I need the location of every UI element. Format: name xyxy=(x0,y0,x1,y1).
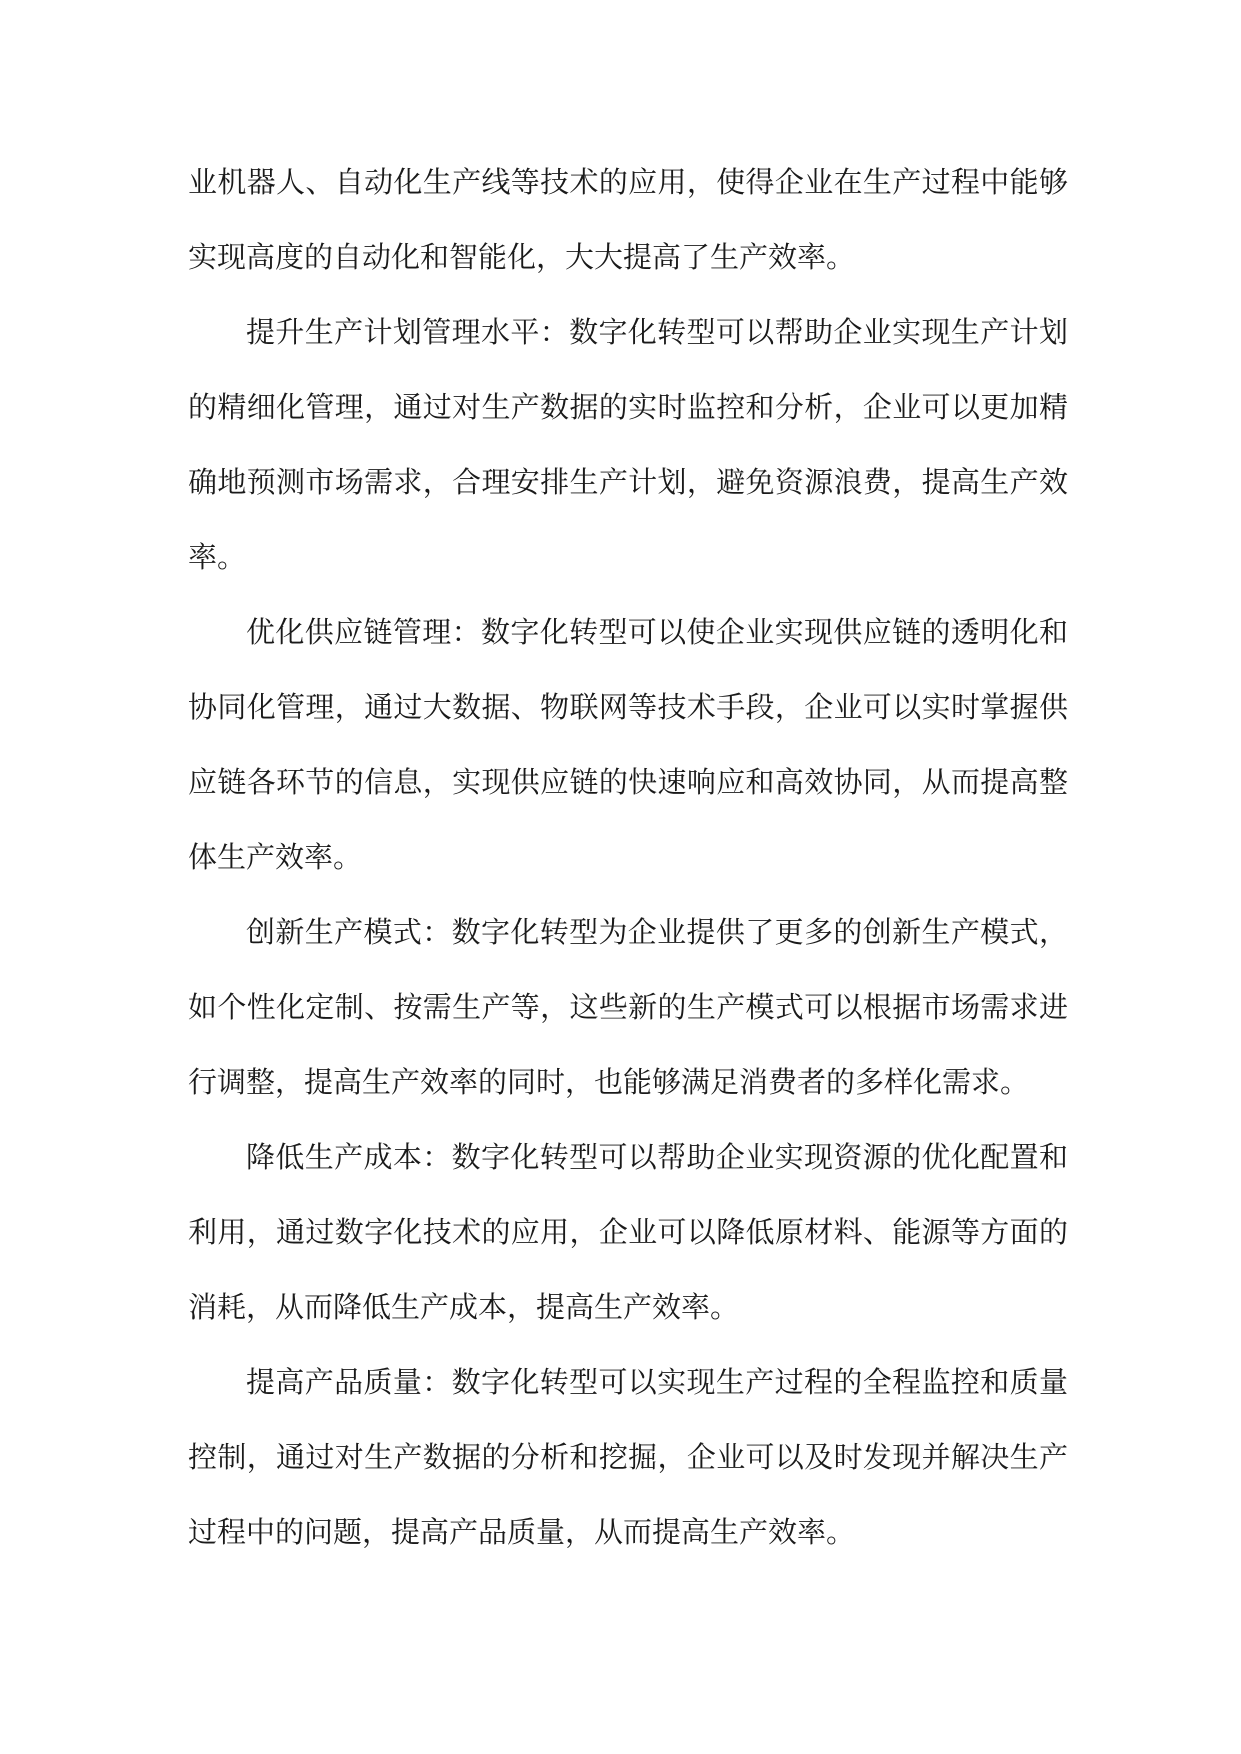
paragraph-production-model: 创新生产模式：数字化转型为企业提供了更多的创新生产模式，如个性化定制、按需生产等，这些新的生产模式可以根据市场需求进行调整，提高生产效率的同时，也能够满足消费者的多样化需求。 xyxy=(188,915,1068,1099)
paragraph-production-planning: 提升生产计划管理水平：数字化转型可以帮助企业实现生产计划的精细化管理，通过对生产数据的实时监控和分析，企业可以更加精确地预测市场需求，合理安排生产计划，避免资源浪费，提高生产效率。 xyxy=(188,315,1068,574)
paragraph-product-quality: 提高产品质量：数字化转型可以实现生产过程的全程监控和质量控制，通过对生产数据的分析和挖掘，企业可以及时发现并解决生产过程中的问题，提高产品质量，从而提高生产效率。 xyxy=(188,1365,1068,1549)
body-text xyxy=(188,145,1068,1570)
paragraph-continuation: 业机器人、自动化生产线等技术的应用，使得企业在生产过程中能够实现高度的自动化和智能化，大大提高了生产效率。 xyxy=(188,165,1068,274)
paragraph-supply-chain: 优化供应链管理：数字化转型可以使企业实现供应链的透明化和协同化管理，通过大数据、物联网等技术手段，企业可以实时掌握供应链各环节的信息，实现供应链的快速响应和高效协同，从而提高整体生产效率。 xyxy=(188,615,1068,874)
paragraph-cost-reduction: 降低生产成本：数字化转型可以帮助企业实现资源的优化配置和利用，通过数字化技术的应用，企业可以降低原材料、能源等方面的消耗，从而降低生产成本，提高生产效率。 xyxy=(188,1140,1068,1324)
